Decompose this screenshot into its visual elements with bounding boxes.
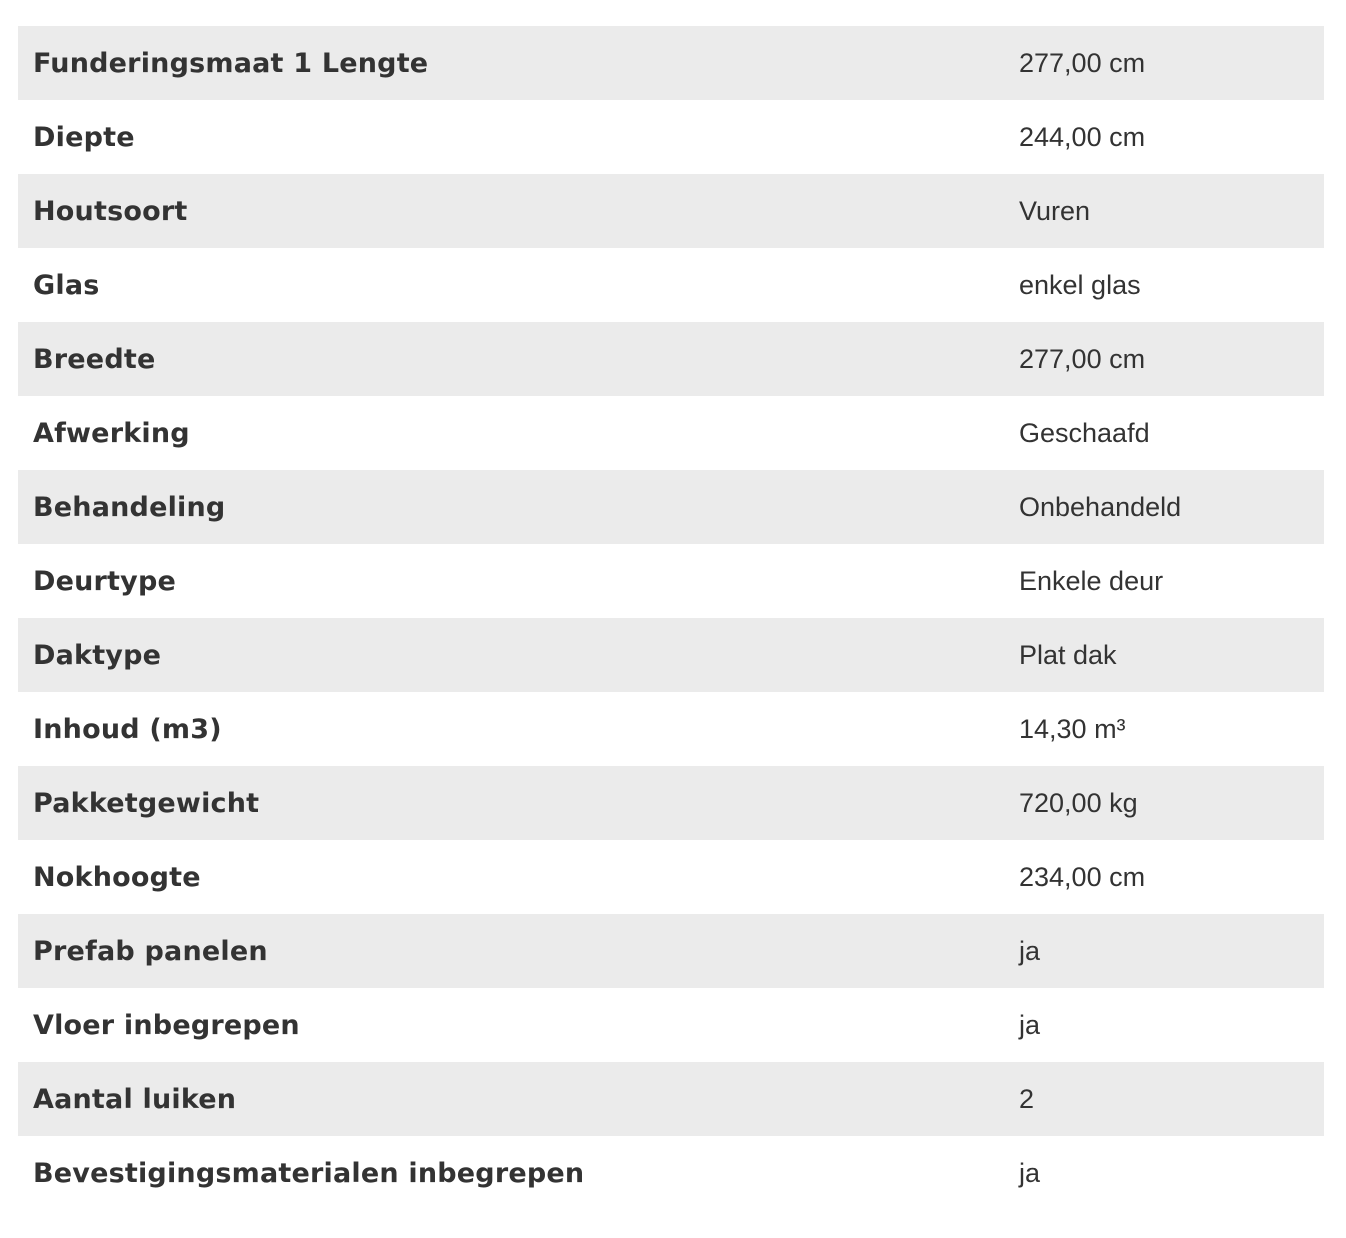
- spec-label: Breedte: [33, 343, 156, 375]
- spec-label: Vloer inbegrepen: [33, 1009, 300, 1041]
- spec-value: ja: [1019, 1009, 1041, 1040]
- spec-value: 244,00 cm: [1019, 121, 1146, 152]
- table-row: [18, 840, 1324, 914]
- spec-label: Pakketgewicht: [33, 787, 260, 819]
- spec-value: 277,00 cm: [1019, 47, 1146, 78]
- spec-label: Glas: [33, 269, 100, 301]
- spec-value: Vuren: [1019, 195, 1091, 226]
- spec-label: Bevestigingsmaterialen inbegrepen: [33, 1157, 585, 1189]
- spec-value: Plat dak: [1019, 639, 1117, 670]
- spec-value: 720,00 kg: [1019, 787, 1138, 818]
- table-row: [18, 174, 1324, 248]
- spec-value: 234,00 cm: [1019, 861, 1146, 892]
- table-row: [18, 100, 1324, 174]
- spec-label: Funderingsmaat 1 Lengte: [33, 47, 429, 79]
- spec-value: Geschaafd: [1019, 417, 1150, 448]
- spec-value: 14,30 m³: [1019, 713, 1126, 744]
- spec-label: Deurtype: [33, 565, 177, 597]
- spec-value: 277,00 cm: [1019, 343, 1146, 374]
- table-row: [18, 692, 1324, 766]
- table-row: [18, 248, 1324, 322]
- spec-value: enkel glas: [1019, 269, 1141, 300]
- spec-label: Houtsoort: [33, 195, 188, 227]
- table-row: [18, 1062, 1324, 1136]
- table-row: [18, 322, 1324, 396]
- table-row: [18, 618, 1324, 692]
- table-row: [18, 544, 1324, 618]
- spec-label: Diepte: [33, 121, 135, 153]
- table-row: [18, 766, 1324, 840]
- spec-label: Prefab panelen: [33, 935, 268, 967]
- spec-label: Aantal luiken: [33, 1083, 237, 1115]
- table-row: [18, 1136, 1324, 1210]
- spec-label: Daktype: [33, 639, 162, 671]
- spec-value: Onbehandeld: [1019, 491, 1182, 522]
- spec-value: Enkele deur: [1019, 565, 1164, 596]
- spec-value: 2: [1019, 1083, 1035, 1114]
- table-row: [18, 914, 1324, 988]
- spec-label: Afwerking: [33, 417, 190, 449]
- spec-label: Inhoud (m3): [33, 713, 222, 745]
- table-row: [18, 988, 1324, 1062]
- specifications-table: [18, 26, 1324, 1210]
- spec-value: ja: [1019, 1157, 1041, 1188]
- table-row: [18, 396, 1324, 470]
- table-row: [18, 470, 1324, 544]
- spec-label: Nokhoogte: [33, 861, 201, 893]
- spec-value: ja: [1019, 935, 1041, 966]
- table-row: [18, 26, 1324, 100]
- spec-label: Behandeling: [33, 491, 226, 523]
